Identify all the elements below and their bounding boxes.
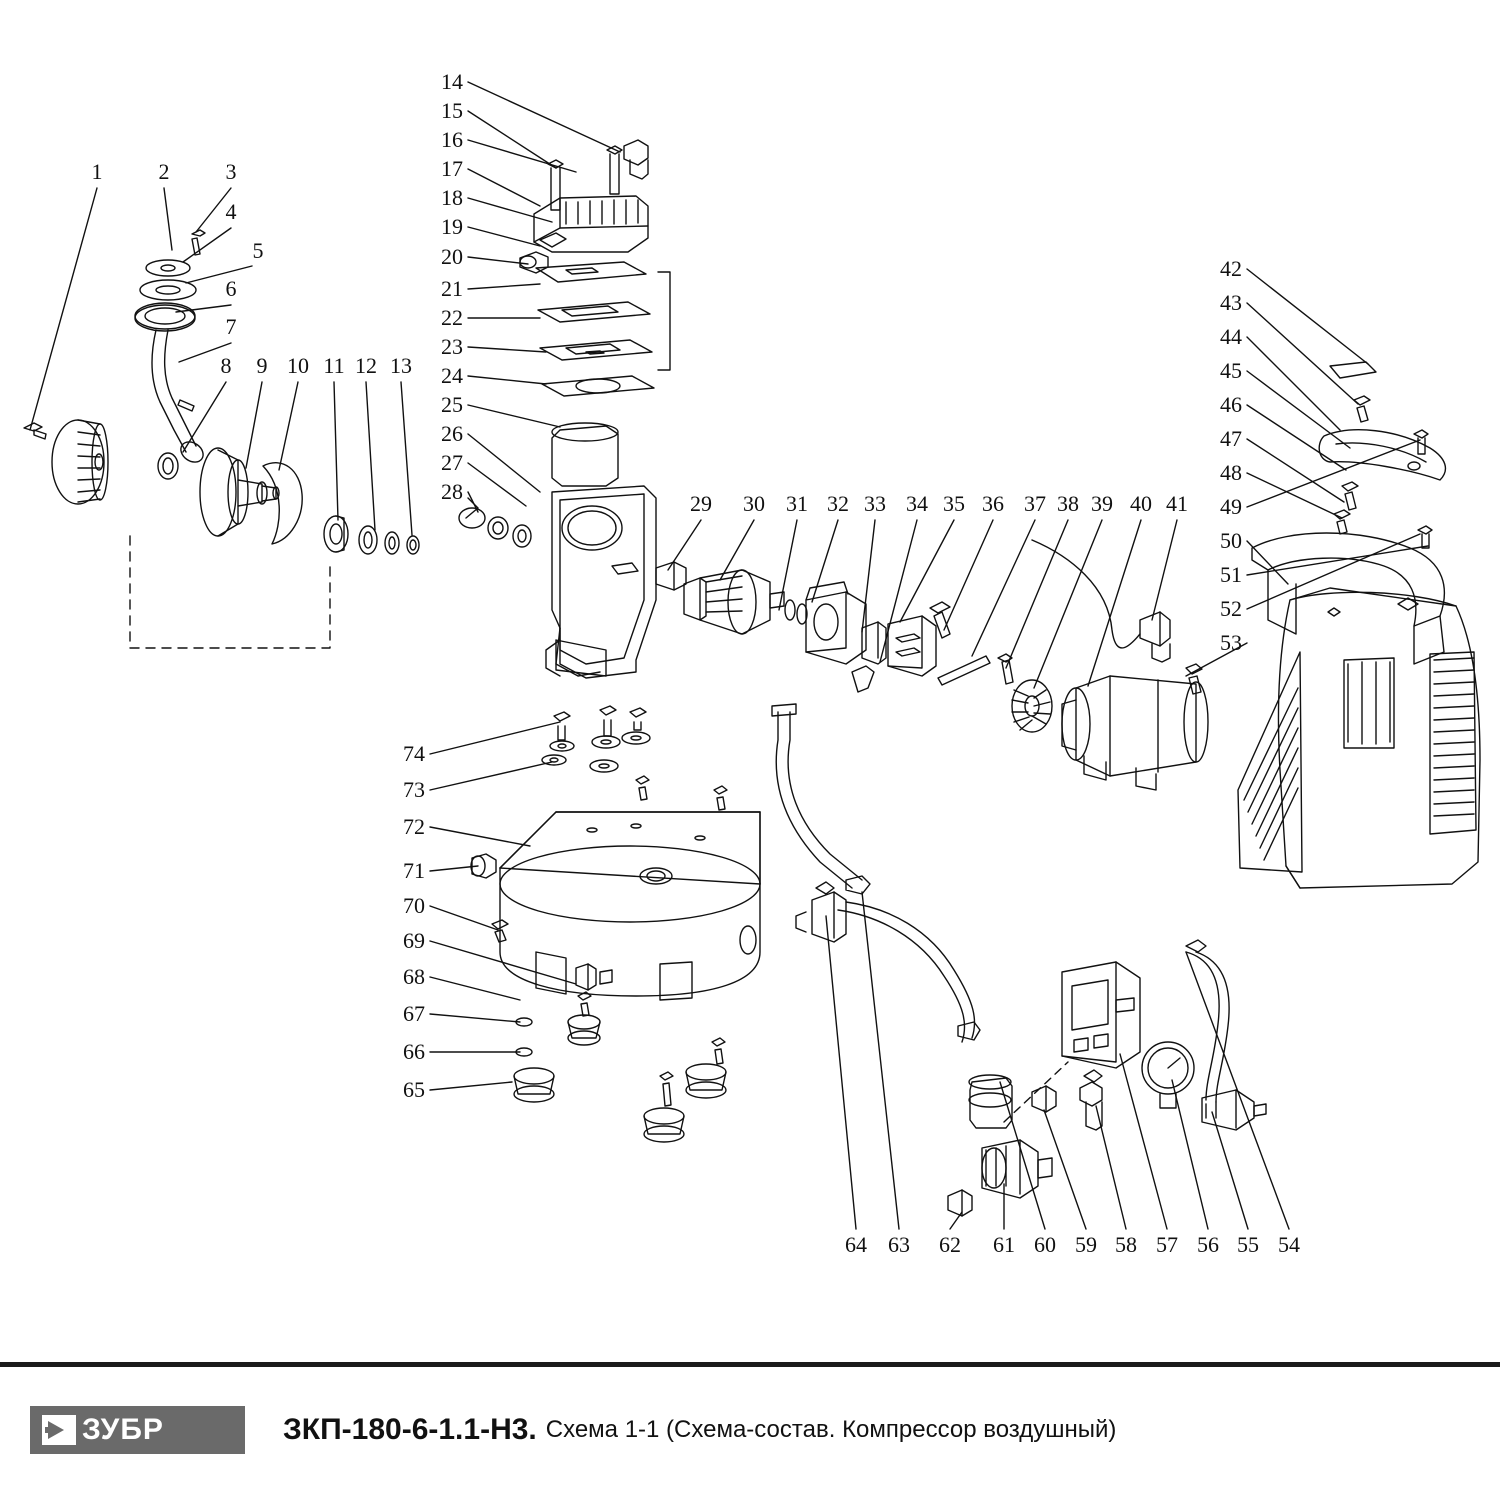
- callout-number-52: 52: [1220, 596, 1242, 621]
- callout-number-40: 40: [1130, 491, 1152, 516]
- callout-number-9: 9: [256, 353, 268, 378]
- callout-number-73: 73: [403, 777, 425, 802]
- callout-number-37: 37: [1024, 491, 1046, 516]
- callout-number-39: 39: [1091, 491, 1113, 516]
- callout-number-64: 64: [845, 1232, 867, 1257]
- callout-number-55: 55: [1237, 1232, 1259, 1257]
- callout-number-56: 56: [1197, 1232, 1219, 1257]
- callout-number-28: 28: [441, 479, 463, 504]
- callout-number-46: 46: [1220, 392, 1242, 417]
- brand-logo: [30, 1406, 245, 1454]
- callout-number-18: 18: [441, 185, 463, 210]
- footer-divider: [0, 1362, 1500, 1367]
- callout-number-50: 50: [1220, 528, 1242, 553]
- callout-number-59: 59: [1075, 1232, 1097, 1257]
- callout-number-21: 21: [441, 276, 463, 301]
- callout-number-69: 69: [403, 928, 425, 953]
- callout-number-3: 3: [225, 159, 237, 184]
- callout-number-31: 31: [786, 491, 808, 516]
- callout-number-38: 38: [1057, 491, 1079, 516]
- callout-number-65: 65: [403, 1077, 425, 1102]
- callout-number-1: 1: [91, 159, 103, 184]
- callout-number-2: 2: [158, 159, 170, 184]
- callout-number-45: 45: [1220, 358, 1242, 383]
- callout-number-62: 62: [939, 1232, 961, 1257]
- callout-number-74: 74: [403, 741, 425, 766]
- callout-number-11: 11: [323, 353, 345, 378]
- callout-number-47: 47: [1220, 426, 1242, 451]
- callout-number-49: 49: [1220, 494, 1242, 519]
- callout-number-25: 25: [441, 392, 463, 417]
- callout-number-35: 35: [943, 491, 965, 516]
- callout-number-16: 16: [441, 127, 463, 152]
- callout-number-27: 27: [441, 450, 463, 475]
- callout-number-22: 22: [441, 305, 463, 330]
- callout-number-12: 12: [355, 353, 377, 378]
- callout-number-48: 48: [1220, 460, 1242, 485]
- callout-number-17: 17: [441, 156, 463, 181]
- callout-number-23: 23: [441, 334, 463, 359]
- callout-number-57: 57: [1156, 1232, 1178, 1257]
- callout-number-8: 8: [220, 353, 232, 378]
- callout-number-6: 6: [225, 276, 237, 301]
- brand-name: ЗУБР: [82, 1413, 164, 1446]
- callout-number-43: 43: [1220, 290, 1242, 315]
- callout-number-20: 20: [441, 244, 463, 269]
- callout-number-29: 29: [690, 491, 712, 516]
- callout-number-51: 51: [1220, 562, 1242, 587]
- callout-number-72: 72: [403, 814, 425, 839]
- callout-number-15: 15: [441, 98, 463, 123]
- footer: [0, 1362, 1500, 1500]
- model-code: ЗКП-180-6-1.1-Н3.: [283, 1413, 537, 1446]
- callout-number-33: 33: [864, 491, 886, 516]
- callout-number-34: 34: [906, 491, 928, 516]
- callout-number-58: 58: [1115, 1232, 1137, 1257]
- callout-number-70: 70: [403, 893, 425, 918]
- callout-number-68: 68: [403, 964, 425, 989]
- callout-number-71: 71: [403, 858, 425, 883]
- callout-number-53: 53: [1220, 630, 1242, 655]
- callout-number-19: 19: [441, 214, 463, 239]
- callout-number-44: 44: [1220, 324, 1242, 349]
- callout-number-4: 4: [225, 199, 237, 224]
- callout-number-60: 60: [1034, 1232, 1056, 1257]
- callout-number-67: 67: [403, 1001, 425, 1026]
- callout-number-66: 66: [403, 1039, 425, 1064]
- callout-number-5: 5: [252, 238, 264, 263]
- callout-number-14: 14: [441, 69, 463, 94]
- callout-number-54: 54: [1278, 1232, 1300, 1257]
- callout-number-7: 7: [225, 314, 237, 339]
- diagram-caption: [283, 1406, 1116, 1454]
- callout-number-42: 42: [1220, 256, 1242, 281]
- arrow-icon: [42, 1415, 76, 1445]
- callout-number-61: 61: [993, 1232, 1015, 1257]
- scheme-description: Схема 1-1 (Схема-состав. Компрессор воздушный): [545, 1416, 1117, 1443]
- callout-number-63: 63: [888, 1232, 910, 1257]
- callout-number-41: 41: [1166, 491, 1188, 516]
- callout-number-30: 30: [743, 491, 765, 516]
- callout-number-10: 10: [287, 353, 309, 378]
- callout-number-32: 32: [827, 491, 849, 516]
- callout-number-13: 13: [390, 353, 412, 378]
- callout-number-36: 36: [982, 491, 1004, 516]
- callout-number-26: 26: [441, 421, 463, 446]
- callout-number-24: 24: [441, 363, 463, 388]
